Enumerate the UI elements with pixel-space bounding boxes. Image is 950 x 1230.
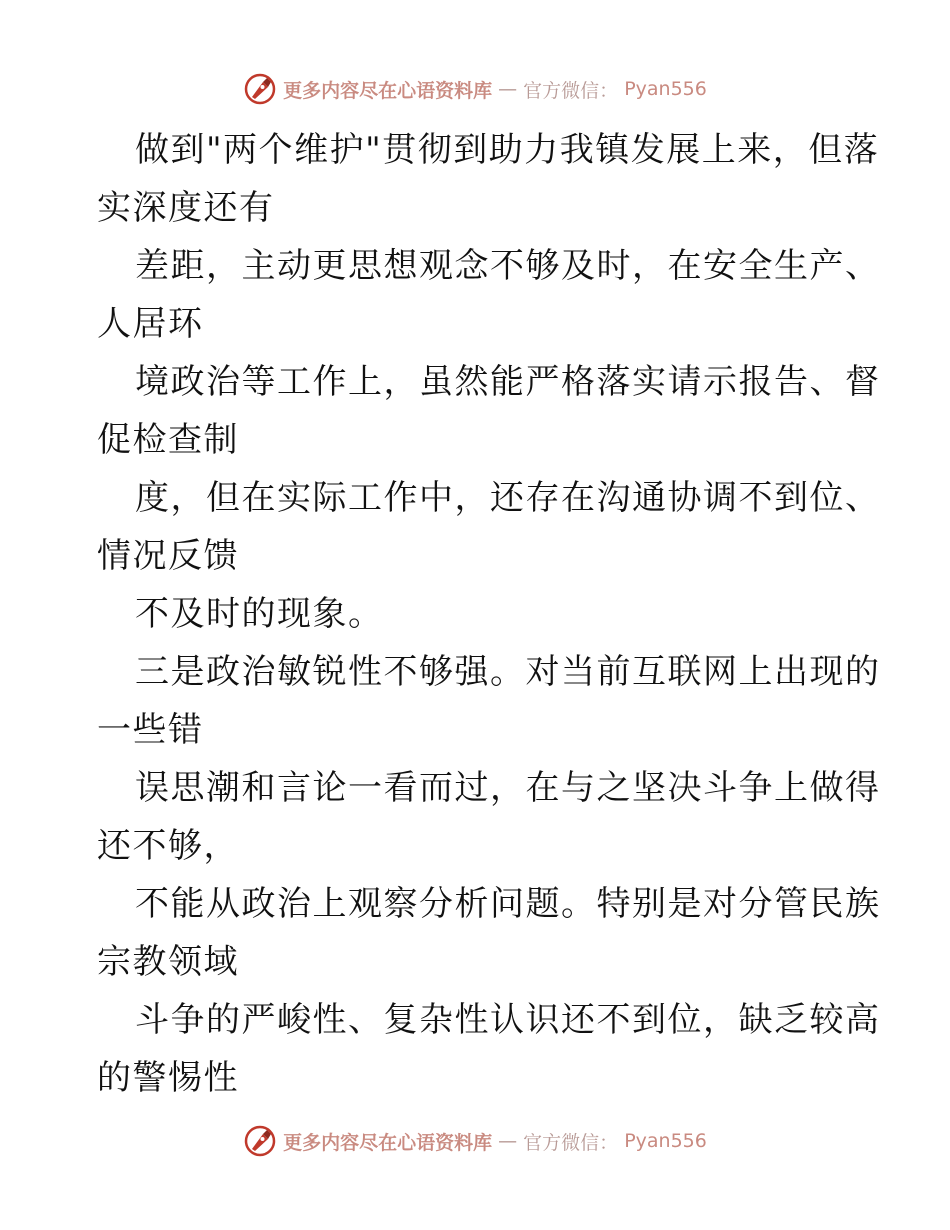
banner-wechat-id: Pyan556 [624,78,707,100]
text-line: 差距，主动更思想观念不够及时，在安全生产、 [135,246,881,286]
header-banner [0,72,950,106]
text-line: 实深度还有 [97,188,275,228]
text-line: 宗教领域 [97,942,239,982]
banner-separator: — [498,1130,518,1152]
text-line: 人居环 [97,304,204,344]
text-line: 做到"两个维护"贯彻到助力我镇发展上来，但落 [135,130,880,170]
text-line: 还不够， [97,826,239,866]
text-line: 一些错 [97,710,204,750]
text-line: 度，但在实际工作中，还存在沟通协调不到位、 [135,478,881,518]
text-line: 三是政治敏锐性不够强。对当前互联网上出现的 [135,652,881,692]
banner-separator: — [498,78,518,100]
footer-banner [0,1124,950,1158]
text-line: 斗争的严峻性、复杂性认识还不到位，缺乏较高 [135,1000,881,1040]
pen-nib-logo-icon [243,1124,277,1158]
document-body [97,121,881,1107]
banner-label: 官方微信： [523,1131,619,1154]
banner-title: 更多内容尽在心语资料库 [283,79,493,102]
text-line: 促检查制 [97,420,239,460]
banner-label: 官方微信： [523,79,619,102]
text-line: 情况反馈 [97,536,239,576]
banner-wechat-id: Pyan556 [624,1130,707,1152]
text-line: 不能从政治上观察分析问题。特别是对分管民族 [135,884,881,924]
text-line: 不及时的现象。 [135,594,384,634]
pen-nib-logo-icon [243,72,277,106]
text-line: 境政治等工作上，虽然能严格落实请示报告、督 [135,362,881,402]
text-line: 的警惕性 [97,1058,239,1098]
banner-title: 更多内容尽在心语资料库 [283,1131,493,1154]
text-line: 误思潮和言论一看而过，在与之坚决斗争上做得 [135,768,881,808]
